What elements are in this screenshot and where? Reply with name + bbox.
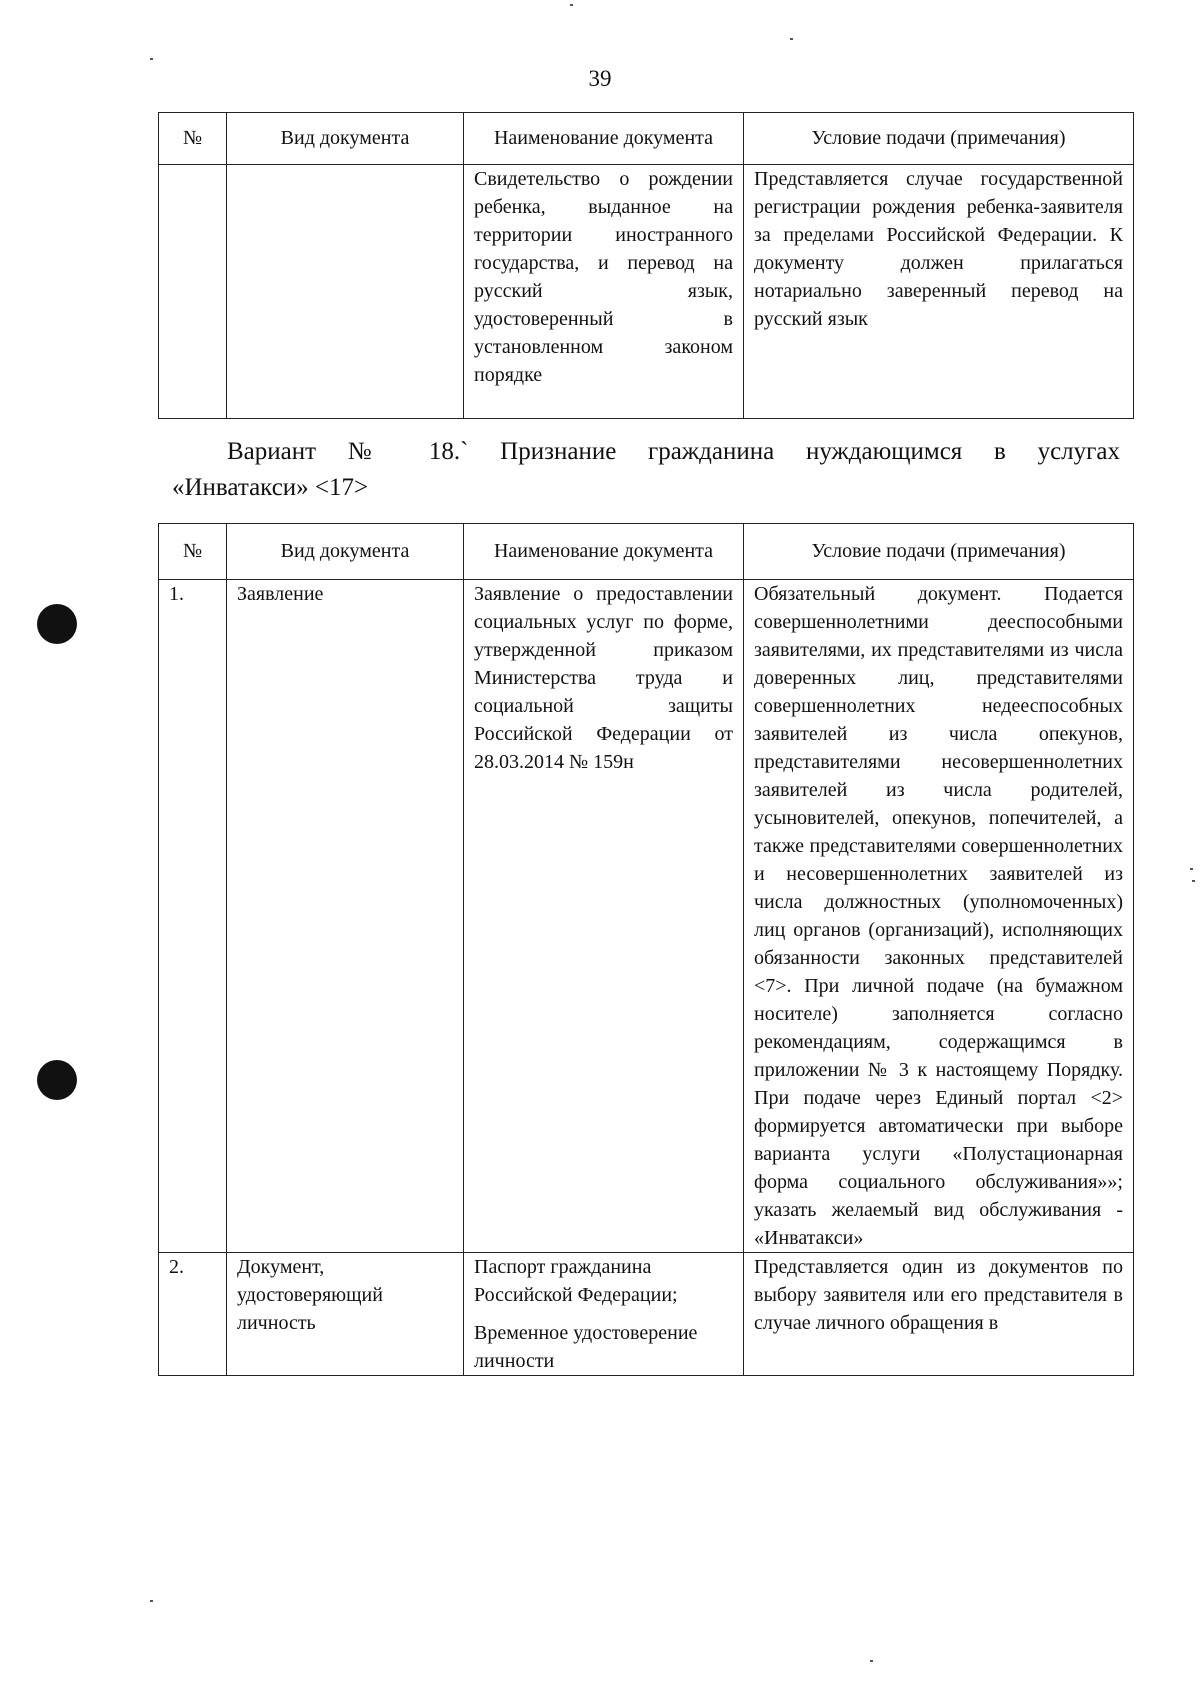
page-number: 39	[588, 66, 612, 91]
scan-speck	[790, 38, 793, 40]
document-name-option: Паспорт гражданина Российской Федерации;	[474, 1256, 678, 1306]
cell-num: 1.	[159, 580, 227, 1253]
cell-document-name: Заявление о предоставлении социальных услуг по форме, утвержденной приказом Министерства труда и социальной защиты Российской Федерации от 28.03.2014 № 159н	[464, 580, 744, 1253]
header-num: №	[159, 524, 227, 580]
table-header-row	[159, 113, 1134, 165]
cell-num: 2.	[159, 1253, 227, 1376]
table-row	[159, 580, 1134, 1253]
header-num: №	[159, 113, 227, 165]
scan-speck	[150, 1600, 153, 1602]
cell-document-name: Свидетельство о рождении ребенка, выданное на территории иностранного государства, и перевод на русский язык, удостоверенный в установленном законом порядке	[464, 165, 744, 419]
table-row	[159, 165, 1134, 419]
cell-submission-condition: Обязательный документ. Подается совершеннолетними дееспособными заявителями, их представителями из числа доверенных лиц, представителями совершеннолетних недееспособных заявителей из числа опекунов, представителями несовершеннолетних заявителей из числа родителей, усыновителей, опекунов, попечителей, а также представителями совершеннолетних и несовершеннолетних заявителей из числа должностных (уполномоченных) лиц органов (организаций), исполняющих обязанности законных представителей <7>. При личной подаче (на бумажном носителе) заполняется согласно рекомендациям, содержащимся в приложении № 3 к настоящему Порядку. При подаче через Единый портал <2> формируется автоматически при выборе варианта услуги «Полустационарная форма социального обслуживания»»; указать желаемый вид обслуживания - «Инватакси»	[744, 580, 1134, 1253]
header-document-name: Наименование документа	[464, 113, 744, 165]
cell-document-name	[464, 1253, 744, 1376]
cell-num	[159, 165, 227, 419]
variant-heading-line2: «Инватакси» <17>	[172, 474, 369, 501]
scan-speck	[150, 58, 153, 60]
header-document-type: Вид документа	[227, 113, 464, 165]
table-header-row	[159, 524, 1134, 580]
scan-speck	[870, 1660, 873, 1662]
cell-submission-condition: Представляется один из документов по выбору заявителя или его представителя в случае личного обращения в	[744, 1253, 1134, 1376]
document-name-option: Временное удостоверение личности	[474, 1322, 698, 1372]
scan-speck	[1192, 880, 1195, 882]
scan-speck	[570, 4, 573, 6]
header-submission-condition: Условие подачи (примечания)	[744, 113, 1134, 165]
cell-submission-condition: Представляется случае государственной регистрации рождения ребенка-заявителя за пределами Российской Федерации. К документу должен прилагаться нотариально заверенный перевод на русский язык	[744, 165, 1134, 419]
documents-table-variant-18	[158, 523, 1134, 1376]
documents-table-continued	[158, 112, 1134, 419]
header-submission-condition: Условие подачи (примечания)	[744, 524, 1134, 580]
table-row	[159, 1253, 1134, 1376]
header-document-name: Наименование документа	[464, 524, 744, 580]
cell-document-type: Документ, удостоверяющий личность	[227, 1253, 464, 1376]
variant-heading	[172, 434, 1120, 506]
variant-heading-line1: Вариант № 18.` Признание гражданина нуждающимся в услугах	[227, 438, 1120, 465]
cell-document-type	[227, 165, 464, 419]
punch-hole-lower	[37, 1060, 77, 1100]
punch-hole-upper	[37, 604, 77, 644]
cell-document-type: Заявление	[227, 580, 464, 1253]
header-document-type: Вид документа	[227, 524, 464, 580]
scan-speck	[1190, 868, 1193, 870]
